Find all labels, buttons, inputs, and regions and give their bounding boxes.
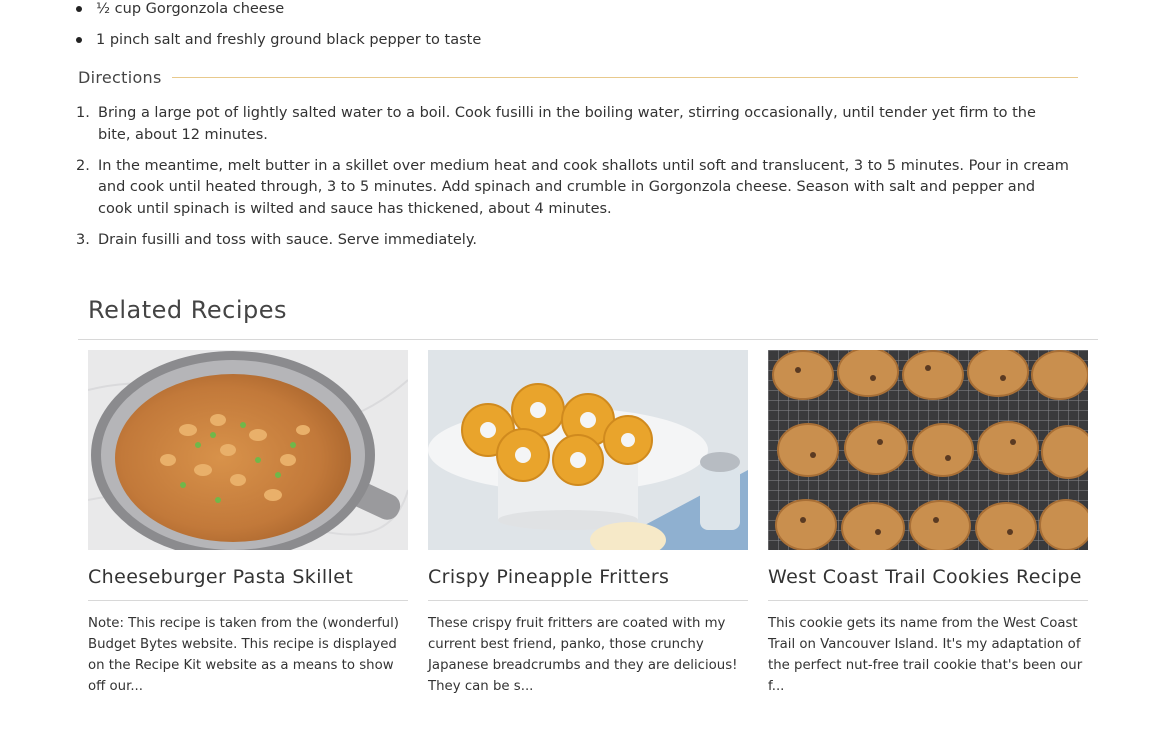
recipe-title-link[interactable]: Cheeseburger Pasta Skillet: [88, 566, 408, 601]
ingredient-item: [76, 0, 481, 20]
recipe-description: Note: This recipe is taken from the (wonderful) Budget Bytes website. This recipe is displayed on the Recipe Kit website as a means to show off our...: [88, 616, 399, 694]
ingredient-text: ½ cup Gorgonzola cheese: [96, 1, 285, 17]
directions-title: Directions: [78, 67, 162, 87]
related-recipe-card: [428, 350, 748, 697]
recipe-title-link[interactable]: West Coast Trail Cookies Recipe: [768, 566, 1088, 601]
step-number: 2.: [76, 157, 90, 174]
bullet-icon: [76, 6, 82, 12]
directions-header: [78, 66, 1078, 88]
recipe-image-pineapple-fritters[interactable]: [428, 350, 748, 550]
ingredient-item: [76, 29, 481, 51]
ingredients-list: [76, 0, 481, 60]
pineapple-fritters-image: [428, 350, 748, 550]
related-recipe-card: [768, 350, 1088, 697]
step-text: In the meantime, melt butter in a skillet over medium heat and cook shallots until soft and translucent, 3 to 5 minutes. Pour in cream and cook until heated through, 3 to 5 minutes. Add spinach and crumble in Gorgonzola cheese. Season with salt and pepper and cook until spinach is wilted and sauce has thickened, about 4 minutes.: [98, 157, 1069, 217]
directions-steps: [76, 103, 1071, 261]
directions-divider: [172, 77, 1078, 78]
bullet-icon: [76, 37, 82, 43]
ingredient-text: 1 pinch salt and freshly ground black pepper to taste: [96, 32, 482, 48]
recipe-title-link[interactable]: Crispy Pineapple Fritters: [428, 566, 748, 601]
related-recipe-card: [88, 350, 408, 697]
related-recipes-divider: [78, 339, 1098, 340]
pasta-skillet-image: [88, 350, 408, 550]
step-number: 3.: [76, 231, 90, 248]
recipe-image-trail-cookies[interactable]: [768, 350, 1088, 550]
step-text: Drain fusilli and toss with sauce. Serve immediately.: [98, 231, 477, 248]
step-text: Bring a large pot of lightly salted water to a boil. Cook fusilli in the boiling water, stirring occasionally, until tender yet firm to the bite, about 12 minutes.: [98, 105, 1036, 143]
related-recipes-title: Related Recipes: [88, 296, 288, 324]
trail-cookies-image: [768, 350, 1088, 550]
recipe-image-cheeseburger-pasta[interactable]: [88, 350, 408, 550]
recipe-description: These crispy fruit fritters are coated with my current best friend, panko, those crunchy Japanese breadcrumbs and they are delicious! They can be s...: [428, 616, 738, 694]
direction-step: [76, 156, 1071, 221]
direction-step: [76, 230, 1071, 252]
direction-step: [76, 103, 1071, 146]
step-number: 1.: [76, 105, 90, 121]
recipe-description: This cookie gets its name from the West Coast Trail on Vancouver Island. It's my adaptation of the perfect nut-free trail cookie that's been our f...: [768, 616, 1083, 694]
